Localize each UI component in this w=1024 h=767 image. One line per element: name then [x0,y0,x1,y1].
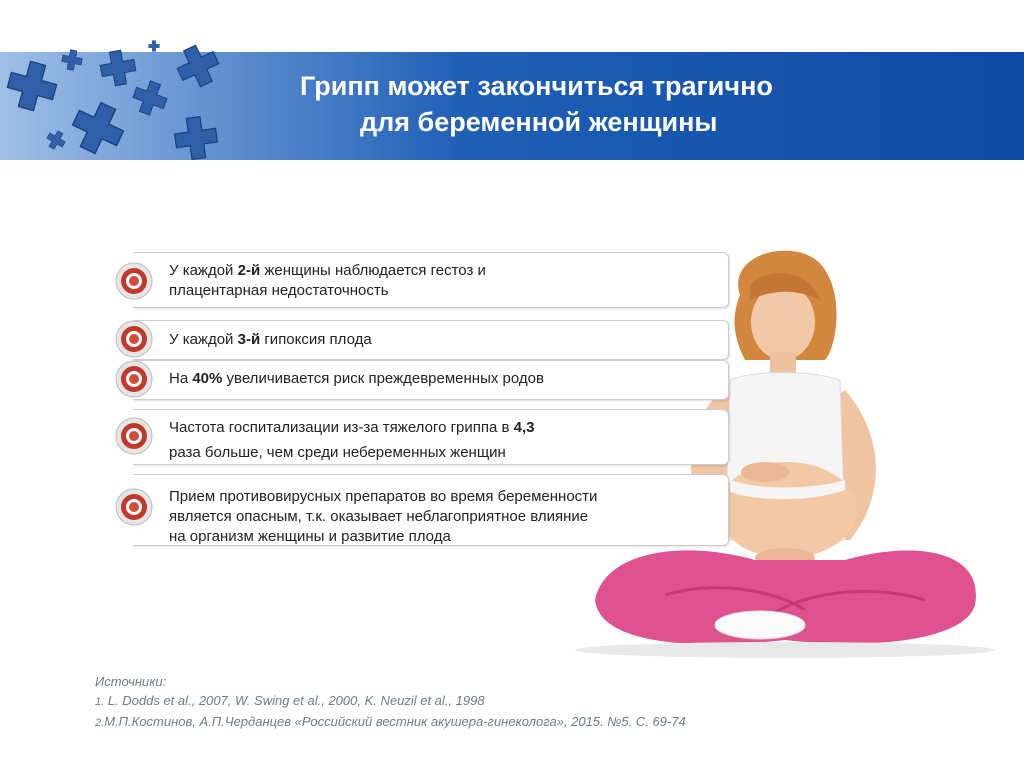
title-line-1: Грипп может закончиться трагично [300,71,773,101]
red-target-bullet-icon [114,359,154,399]
red-target-bullet-icon [114,487,154,527]
cross-icon [44,128,69,153]
red-target-bullet-icon [114,261,154,301]
list-item [133,360,729,400]
red-target-bullet-icon [114,416,154,456]
cross-icon [149,41,160,52]
source-ref: 2.М.П.Костинов, А.П.Черданцев «Российский вестник акушера-гинеколога», 2015. №5. С. 69-74 [95,714,686,729]
list-item [133,409,729,465]
page-title [300,68,920,140]
item-text: У каждой 3-й гипоксия плода [169,331,372,348]
cross-icon [3,57,60,114]
cross-icon [172,40,225,93]
cross-icon [173,115,220,162]
sources-heading: Источники: [95,674,167,689]
list-item [133,320,729,360]
red-target-bullet-icon [114,319,154,359]
cross-icon [129,77,171,119]
item-text: У каждой 2-й женщины наблюдается гестоз и плацентарная недостаточность [169,262,486,299]
item-text: На 40% увеличивается риск преждевременных родов [169,370,544,387]
medical-crosses-decoration [0,38,250,168]
item-text: Прием противовирусных препаратов во время беременности является опасным, т.к. оказывает неблагоприятное влияние на организм женщины и развитие плода [169,488,598,545]
cross-icon [66,96,131,161]
title-line-2: для беременной женщины [360,107,718,137]
sources-block [95,672,686,733]
cross-icon [98,48,138,88]
list-item [133,474,729,546]
source-ref: 1. L. Dodds et al., 2007, W. Swing et al., 2000, K. Neuzil et al., 1998 [95,693,485,708]
list-item [133,252,729,308]
cross-icon [61,49,84,72]
item-text: Частота госпитализации из-за тяжелого гриппа в 4,3 раза больше, чем среди небеременных женщин [169,419,535,461]
